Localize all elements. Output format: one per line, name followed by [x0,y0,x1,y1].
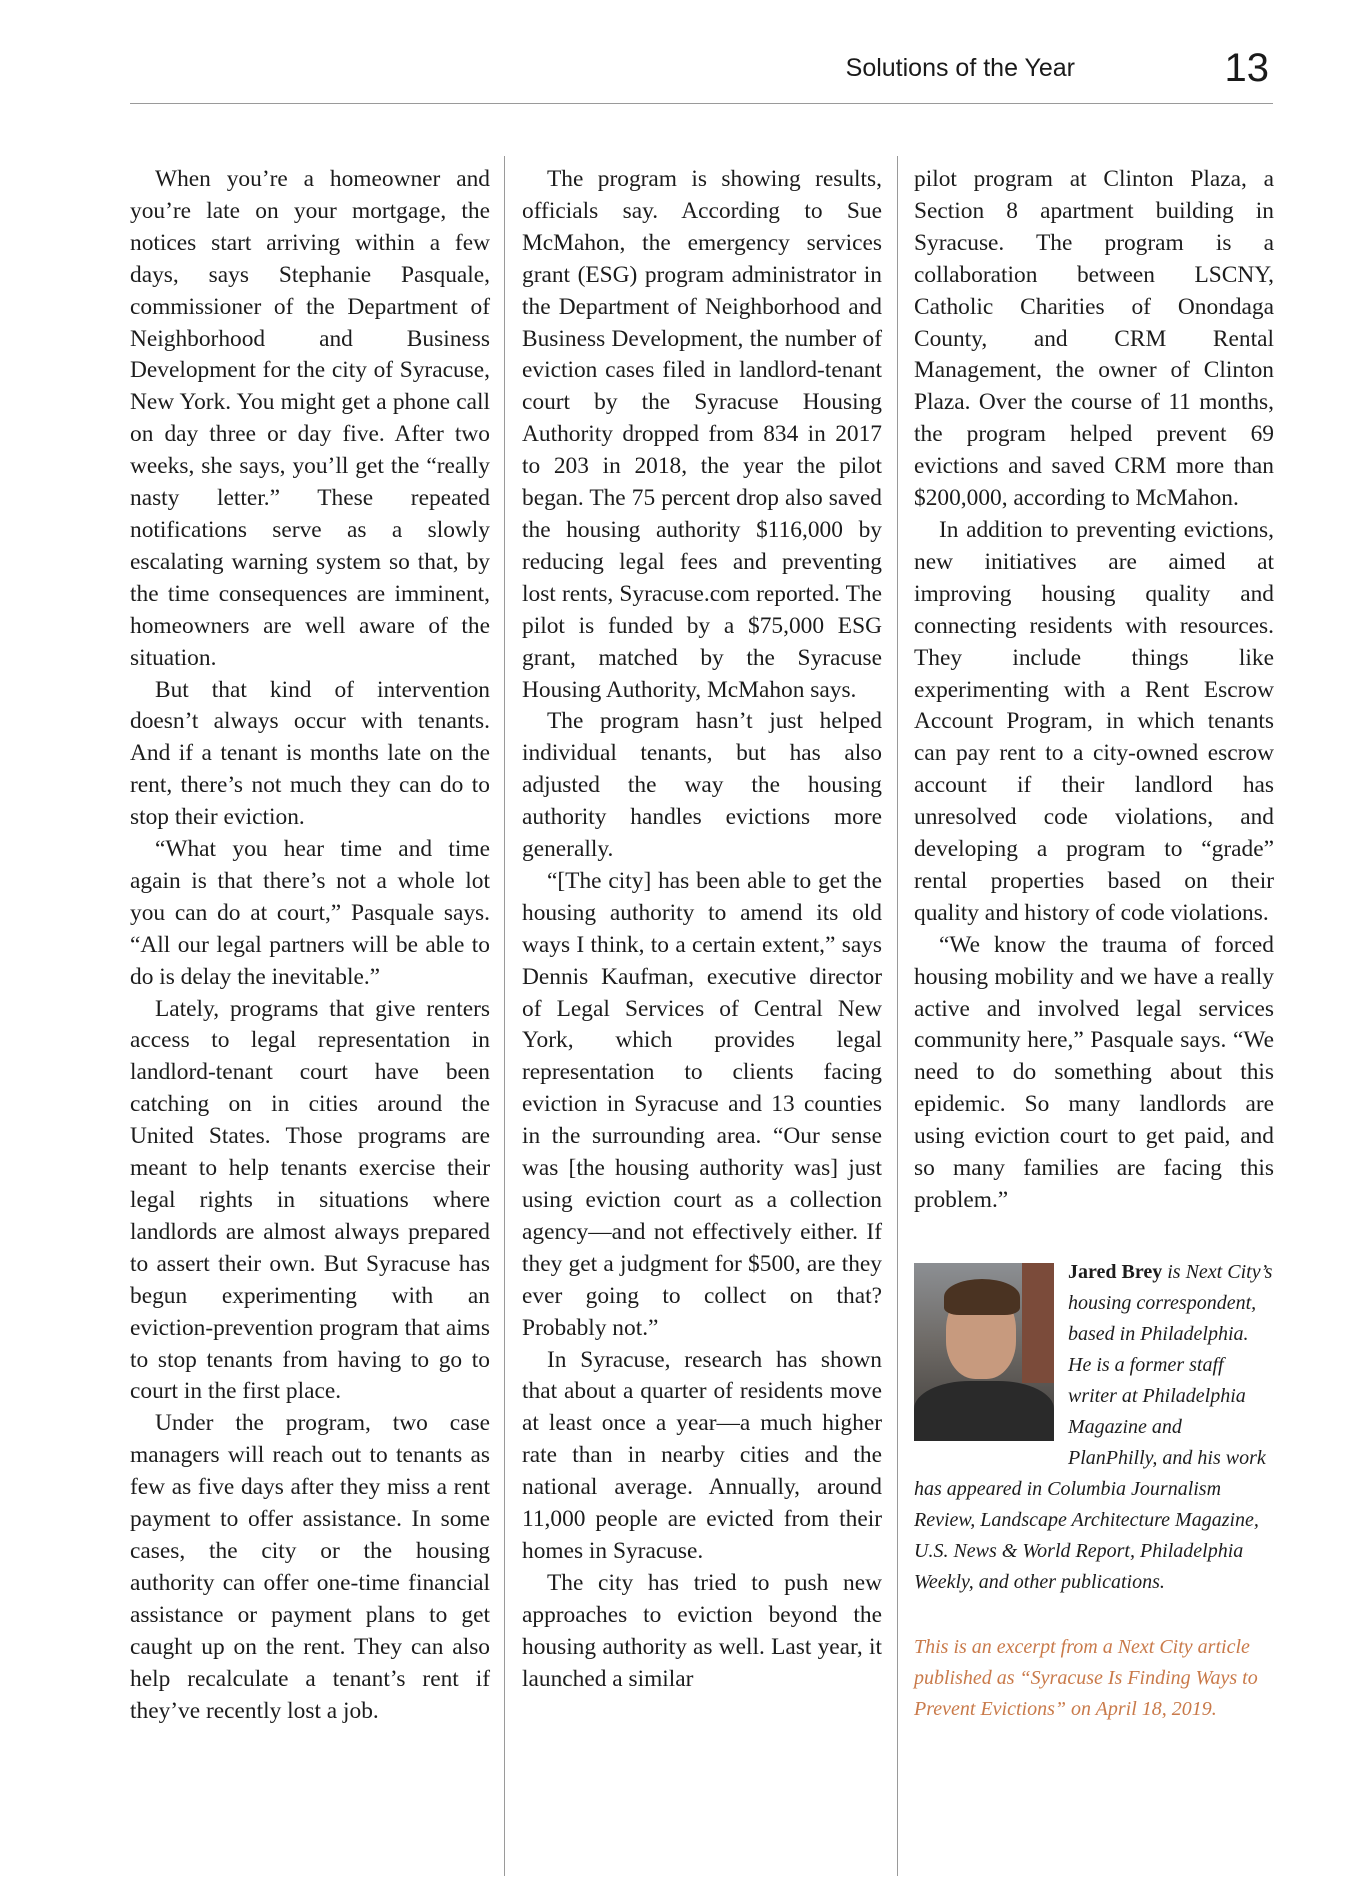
paragraph: When you’re a homeowner and you’re late on your mortgage, the notices start arriving within a few days, says Stephanie Pasquale, commissioner of the Department of Neighborhood and Business Development for the city of Syracuse, New York. You might get a phone call on day three or day five. After two weeks, she says, you’ll get the “really nasty letter.” These repeated notifications serve as a slowly escalating warning system so that, by the time consequences are imminent, homeowners are well aware of the situation. [130,166,490,671]
paragraph: In addition to preventing evictions, new initiatives are aimed at improving housing quality and connecting residents with resources. They include things like experimenting with a Rent Escrow Account Program, in which tenants can pay rent to a city-owned escrow account if their landlord has unresolved code violations, and developing a program to “grade” rental properties based on their quality and history of code violations. [914,516,1274,926]
paragraph: “[The city] has been able to get the housing authority to amend its old ways I think, to a certain extent,” says Dennis Kaufman, executive director of Legal Services of Central New York, which provides legal representation to clients facing eviction in Syracuse and 13 counties in the surrounding area. “Our sense was [the housing authority was] just using eviction court as a collection agency—and not effectively either. If they get a judgment for $500, are they ever going to collect on that? Probably not.” [522,867,882,1341]
running-header [130,44,1273,104]
page-number: 13 [1224,46,1269,90]
paragraph: The city has tried to push new approaches to eviction beyond the housing authority as well. Last year, it launched a similar [522,1569,882,1692]
author-bio-text: is Next City’s housing correspondent, based in Philadelphia. He is a former staff writer at Philadelphia Magazine and PlanPhilly, and his work has appeared in Columbia Journalism Review, Landscape Architecture Magazine, U.S. News & World Report, Philadelphia Weekly, and other publications. [914,1260,1273,1593]
paragraph: But that kind of intervention doesn’t always occur with tenants. And if a tenant is months late on the rent, there’s not much they can do to stop their eviction. [130,676,490,831]
paragraph: “What you hear time and time again is that there’s not a whole lot you can do at court,” Pasquale says. “All our legal partners will be able to do is delay the inevitable.” [130,836,490,990]
paragraph: Under the program, two case managers will reach out to tenants as few as five days after they miss a rent payment to offer assistance. In some cases, the city or the housing authority can offer one-time financial assistance or payment plans to get caught up on the rent. They can also help recalculate a tenant’s rent if they’ve recently lost a job. [130,1410,490,1724]
paragraph: The program hasn’t just helped individual tenants, but has also adjusted the way the housing authority handles evictions more generally. [522,708,882,863]
article-column-1 [130,164,490,1727]
article-column-3 [914,164,1274,1725]
section-name: Solutions of the Year [845,54,1075,82]
column-divider [504,156,505,1876]
author-bio [914,1257,1274,1598]
paragraph: pilot program at Clinton Plaza, a Section 8 apartment building in Syracuse. The program is a collaboration between LSCNY, Catholic Charities of Onondaga County, and CRM Rental Management, the owner of Clinton Plaza. Over the course of 11 months, the program helped prevent 69 evictions and saved CRM more than $200,000, according to McMahon. [914,166,1274,512]
paragraph: In Syracuse, research has shown that about a quarter of residents move at least once a year—a much higher rate than in nearby cities and the national average. Annually, around 11,000 people are evicted from their homes in Syracuse. [522,1346,882,1564]
author-photo [914,1263,1054,1441]
article-column-2 [522,164,882,1696]
column-divider [897,156,898,1876]
paragraph: Lately, programs that give renters access to legal representation in landlord-tenant court have been catching on in cities around the United States. Those programs are meant to help tenants exercise their legal rights in situations where landlords are almost always prepared to assert their own. But Syracuse has begun experimenting with an eviction-prevention program that aims to stop tenants from having to go to court in the first place. [130,995,490,1405]
paragraph: The program is showing results, officials say. According to Sue McMahon, the emergency services grant (ESG) program administrator in the Department of Neighborhood and Business Development, the number of eviction cases filed in landlord-tenant court by the Syracuse Housing Authority dropped from 834 in 2017 to 203 in 2018, the year the pilot began. The 75 percent drop also saved the housing authority $116,000 by reducing legal fees and preventing lost rents, Syracuse.com reported. The pilot is funded by a $75,000 ESG grant, matched by the Syracuse Housing Authority, McMahon says. [522,166,882,703]
excerpt-note: This is an excerpt from a Next City article published as “Syracuse Is Finding Ways to Prevent Evictions” on April 18, 2019. [914,1635,1258,1720]
author-name: Jared Brey [1068,1260,1163,1283]
paragraph: “We know the trauma of forced housing mobility and we have a really active and involved legal services community here,” Pasquale says. “We need to do something about this epidemic. So many landlords are using eviction court to get paid, and so many families are facing this problem.” [914,931,1274,1213]
